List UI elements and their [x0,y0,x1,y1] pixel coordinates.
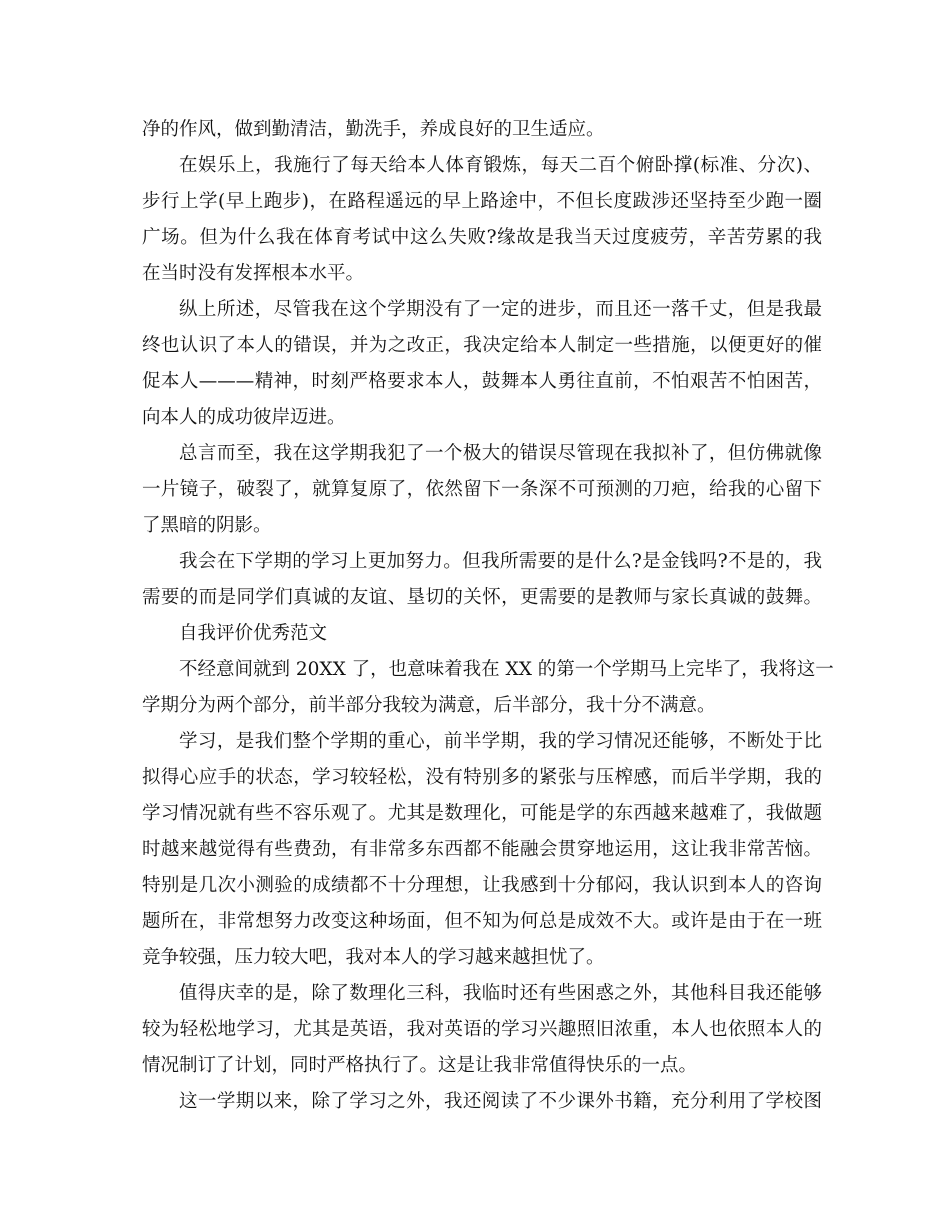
paragraph-first-line: 我会在下学期的学习上更加努力。但我所需要的是什么?是金钱吗?不是的，我 [179,551,822,572]
text-line: 学期分为两个部分，前半部分我较为满意，后半部分，我十分不满意。 [142,695,716,716]
text-line: 情况制订了计划，同时严格执行了。这是让我非常值得快乐的一点。 [142,1055,698,1076]
text-line: 竞争较强，压力较大吧，我对本人的学习越来越担忧了。 [142,947,605,968]
text-line: 促本人———精神，时刻严格要求本人，鼓舞本人勇往直前，不怕艰苦不怕困苦， [142,371,822,392]
paragraph-first-line: 学习，是我们整个学期的重心，前半学期，我的学习情况还能够，不断处于比 [179,731,822,752]
text-line: 净的作风，做到勤清洁，勤洗手，养成良好的卫生适应。 [142,119,605,140]
paragraph-first-line: 总言而至，我在这学期我犯了一个极大的错误尽管现在我拟补了，但仿佛就像 [179,443,822,464]
text-line: 时越来越觉得有些费劲，有非常多东西都不能融会贯穿地运用，这让我非常苦恼。 [142,839,822,860]
paragraph-first-line: 这一学期以来，除了学习之外，我还阅读了不少课外书籍，充分利用了学校图 [179,1091,822,1112]
paragraph-first-line: 值得庆幸的是，除了数理化三科，我临时还有些困惑之外，其他科目我还能够 [179,983,822,1004]
text-line: 需要的而是同学们真诚的友谊、垦切的关怀，更需要的是教师与家长真诚的鼓舞。 [142,587,822,608]
text-line: 了黑暗的阴影。 [142,515,272,536]
text-line: 向本人的成功彼岸迈进。 [142,407,346,428]
text-line: 拟得心应手的状态，学习较轻松，没有特别多的紧张与压榨感，而后半学期，我的 [142,767,822,788]
paragraph-first-line: 纵上所述，尽管我在这个学期没有了一定的进步，而且还一落千丈，但是我最 [179,299,822,320]
text-line: 在当时没有发挥根本水平。 [142,263,365,284]
text-line: 终也认识了本人的错误，并为之改正，我决定给本人制定一些措施，以便更好的催 [142,335,822,356]
text-line: 学习情况就有些不容乐观了。尤其是数理化，可能是学的东西越来越难了，我做题 [142,803,822,824]
text-line: 题所在，非常想努力改变这种场面，但不知为何总是成效不大。或许是由于在一班 [142,911,822,932]
text-line: 广场。但为什么我在体育考试中这么失败?缘故是我当天过度疲劳，辛苦劳累的我 [142,227,822,248]
paragraph-first-line: 不经意间就到 20XX 了，也意味着我在 XX 的第一个学期马上完毕了，我将这一 [179,659,834,680]
section-heading: 自我评价优秀范文 [179,623,328,644]
paragraph-first-line: 在娱乐上，我施行了每天给本人体育锻炼，每天二百个俯卧撑(标准、分次)、 [179,155,822,176]
text-line: 较为轻松地学习，尤其是英语，我对英语的学习兴趣照旧浓重，本人也依照本人的 [142,1019,822,1040]
text-line: 步行上学(早上跑步)，在路程遥远的早上路途中，不但长度跋涉还坚持至少跑一圈 [142,191,822,212]
text-line: 一片镜子，破裂了，就算复原了，依然留下一条深不可预测的刀疤，给我的心留下 [142,479,822,500]
text-line: 特别是几次小测验的成绩都不十分理想，让我感到十分郁闷，我认识到本人的咨询 [142,875,822,896]
